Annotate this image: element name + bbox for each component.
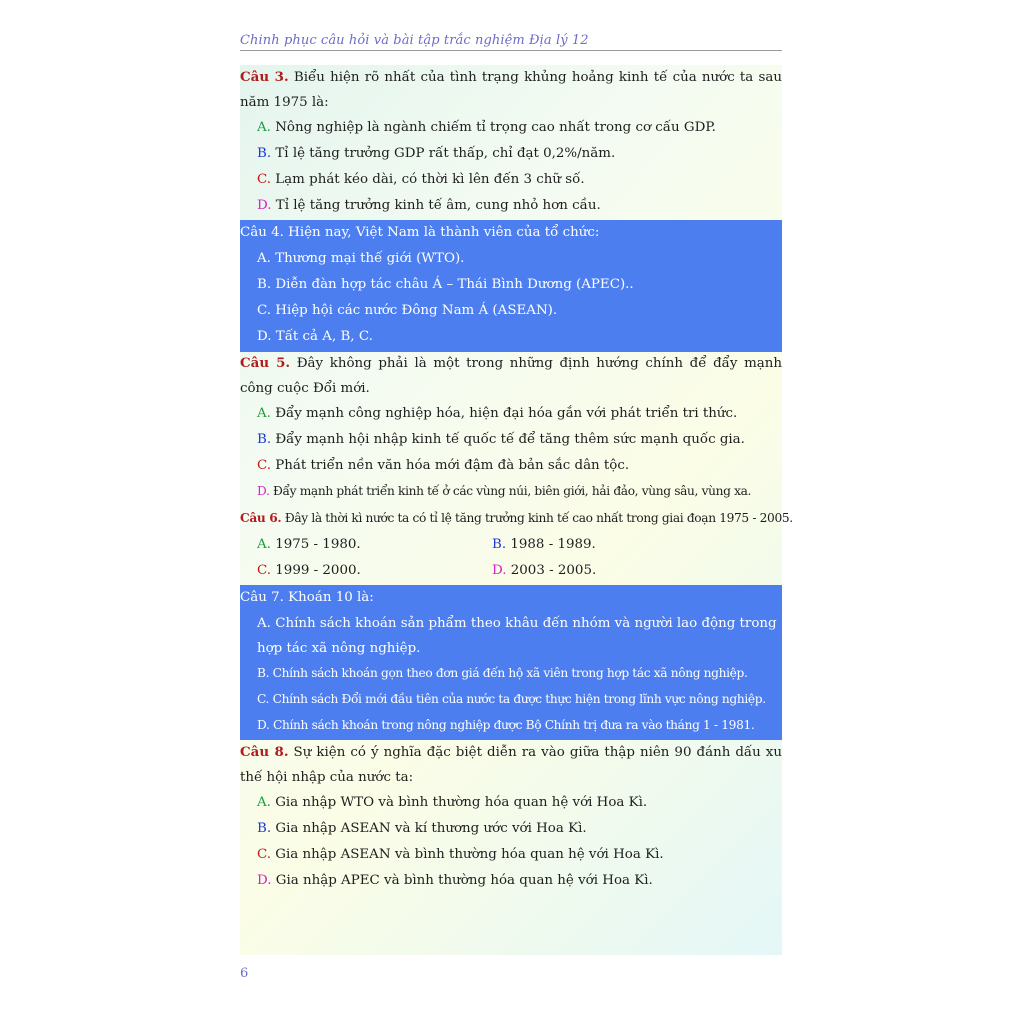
question-5 [240,351,782,506]
option-text: 1988 - 1989. [506,537,596,552]
page-number: 6 [240,966,249,981]
option-c[interactable] [257,298,782,323]
option-text: Đẩy mạnh hội nhập kinh tế quốc tế để tăng thêm sức mạnh quốc gia. [271,432,745,447]
option-letter: C. [257,847,272,862]
option-letter: B. [257,277,272,292]
option-b[interactable] [257,427,782,452]
question-text: Đây là thời kì nước ta có tỉ lệ tăng trưởng kinh tế cao nhất trong giai đoạn 1975 - 2005. [281,511,793,525]
question-number: Câu 8. [240,744,289,760]
question-number: Câu 3. [240,69,289,85]
option-letter: A. [257,795,271,810]
option-c[interactable] [257,453,782,478]
question-text: Biểu hiện rõ nhất của tình trạng khủng hoảng kinh tế của nước ta sau năm 1975 là: [240,70,782,110]
option-text: Gia nhập APEC và bình thường hóa quan hệ với Hoa Kì. [271,873,653,888]
option-letter: B. [257,666,270,680]
option-letter: B. [492,537,507,552]
question-text: . Khoán 10 là: [279,590,374,605]
option-a[interactable] [257,611,782,661]
option-d[interactable] [257,868,782,893]
question-8 [240,740,782,895]
option-text: 1999 - 2000. [271,563,361,578]
option-d[interactable] [492,558,782,583]
option-text: Chính sách khoán trong nông nghiệp được Bộ Chính trị đưa ra vào tháng 1 - 1981. [269,718,755,732]
option-c[interactable] [257,687,782,712]
header-divider [240,50,782,51]
question-3 [240,65,782,220]
option-text: Đẩy mạnh công nghiệp hóa, hiện đại hóa gắn với phát triển tri thức. [270,406,738,421]
option-text: 1975 - 1980. [270,537,361,552]
option-text: Hiệp hội các nước Đông Nam Á (ASEAN). [271,303,558,318]
question-text: Sự kiện có ý nghĩa đặc biệt diễn ra vào giữa thập niên 90 đánh dấu xu thế hội nhập của nước ta: [240,745,782,785]
option-letter: A. [257,406,271,421]
option-text: Phát triển nền văn hóa mới đậm đà bản sắc dân tộc. [271,458,630,473]
option-letter: D. [257,329,272,344]
option-b[interactable] [257,272,782,297]
option-letter: B. [257,432,272,447]
option-letter: A. [257,120,271,135]
option-d[interactable] [257,479,782,504]
option-letter: C. [257,172,272,187]
option-text: Chính sách khoán gọn theo đơn giá đến hộ xã viên trong hợp tác xã nông nghiệp. [269,666,748,680]
option-letter: C. [257,563,272,578]
option-b[interactable] [257,661,782,686]
option-text: Chính sách Đổi mới đầu tiên của nước ta được thực hiện trong lĩnh vực nông nghiệp. [269,692,766,706]
option-letter: A. [257,616,271,631]
option-text: Chính sách khoán sản phẩm theo khâu đến nhóm và người lao động trong hợp tác xã nông nghiệp. [257,616,777,656]
option-letter: D. [257,484,270,498]
option-letter: C. [257,303,272,318]
option-c[interactable] [257,558,487,583]
option-a[interactable] [257,115,782,140]
page-header: Chinh phục câu hỏi và bài tập trắc nghiệm Địa lý 12 [240,33,589,48]
option-letter: A. [257,537,271,552]
option-text: Gia nhập ASEAN và bình thường hóa quan hệ với Hoa Kì. [271,847,664,862]
option-text: Tỉ lệ tăng trưởng kinh tế âm, cung nhỏ hơn cầu. [271,198,601,213]
question-text: . Hiện nay, Việt Nam là thành viên của tổ chức: [279,225,600,240]
option-c[interactable] [257,842,782,867]
option-a[interactable] [257,790,782,815]
option-c[interactable] [257,167,782,192]
question-4 [240,220,782,352]
option-b[interactable] [492,532,782,557]
option-text: Nông nghiệp là ngành chiếm tỉ trọng cao nhất trong cơ cấu GDP. [270,120,716,135]
option-a[interactable] [257,401,782,426]
question-number: Câu 5. [240,355,291,371]
option-letter: C. [257,692,270,706]
question-number: Câu 4 [240,225,280,240]
option-text: Thương mại thế giới (WTO). [270,251,465,266]
option-text: Gia nhập WTO và bình thường hóa quan hệ với Hoa Kì. [270,795,648,810]
option-letter: B. [257,821,272,836]
option-letter: A. [257,251,271,266]
option-a[interactable] [257,246,782,271]
option-text: Tất cả A, B, C. [271,329,373,344]
option-letter: B. [257,146,272,161]
option-d[interactable] [257,324,782,349]
option-text: Đẩy mạnh phát triển kinh tế ở các vùng núi, biên giới, hải đảo, vùng sâu, vùng xa. [269,484,752,498]
option-b[interactable] [257,141,782,166]
question-6 [240,506,793,586]
option-text: Lạm phát kéo dài, có thời kì lên đến 3 chữ số. [271,172,585,187]
option-text: Diễn đàn hợp tác châu Á – Thái Bình Dương (APEC).. [271,277,634,292]
option-d[interactable] [257,193,782,218]
question-number: Câu 7 [240,590,280,605]
option-letter: D. [492,563,507,578]
option-text: Gia nhập ASEAN và kí thương ước với Hoa Kì. [271,821,587,836]
option-d[interactable] [257,713,782,738]
option-letter: C. [257,458,272,473]
option-letter: D. [257,873,272,888]
option-a[interactable] [257,532,487,557]
question-number: Câu 6. [240,511,282,525]
option-letter: D. [257,198,272,213]
option-text: Tỉ lệ tăng trưởng GDP rất thấp, chỉ đạt 0,2%/năm. [271,146,616,161]
option-letter: D. [257,718,270,732]
question-text: Đây không phải là một trong những định hướng chính để đẩy mạnh công cuộc Đổi mới. [240,356,782,396]
option-b[interactable] [257,816,782,841]
option-text: 2003 - 2005. [506,563,597,578]
question-7 [240,585,782,740]
